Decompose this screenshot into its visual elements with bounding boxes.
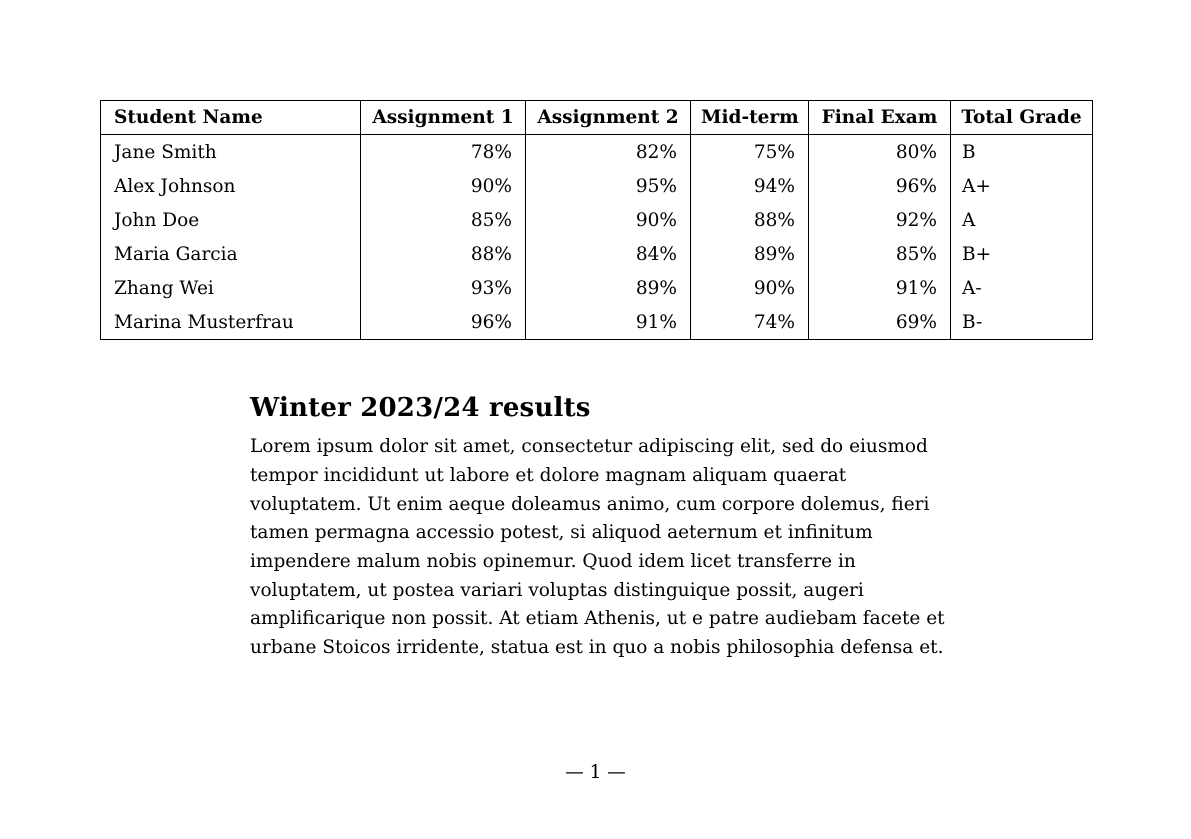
section-heading: Winter 2023/24 results <box>250 393 591 423</box>
cell-final-exam: 91% <box>809 271 951 305</box>
cell-student-name: Jane Smith <box>101 135 361 170</box>
cell-total-grade: A+ <box>951 169 1093 203</box>
cell-assignment-1: 88% <box>361 237 526 271</box>
cell-total-grade: A <box>951 203 1093 237</box>
cell-assignment-2: 95% <box>526 169 691 203</box>
cell-assignment-1: 93% <box>361 271 526 305</box>
table-row <box>101 305 1093 340</box>
cell-final-exam: 96% <box>809 169 951 203</box>
cell-final-exam: 92% <box>809 203 951 237</box>
column-header-student-name: Student Name <box>101 101 361 135</box>
cell-assignment-1: 96% <box>361 305 526 340</box>
cell-mid-term: 88% <box>691 203 809 237</box>
cell-assignment-2: 91% <box>526 305 691 340</box>
table-row <box>101 135 1093 170</box>
table-row <box>101 237 1093 271</box>
cell-final-exam: 80% <box>809 135 951 170</box>
cell-total-grade: B <box>951 135 1093 170</box>
cell-student-name: Alex Johnson <box>101 169 361 203</box>
cell-final-exam: 85% <box>809 237 951 271</box>
table-row <box>101 169 1093 203</box>
column-header-total-grade: Total Grade <box>951 101 1093 135</box>
column-header-assignment-1: Assignment 1 <box>361 101 526 135</box>
cell-total-grade: A- <box>951 271 1093 305</box>
cell-assignment-2: 84% <box>526 237 691 271</box>
cell-mid-term: 74% <box>691 305 809 340</box>
cell-assignment-1: 78% <box>361 135 526 170</box>
column-header-assignment-2: Assignment 2 <box>526 101 691 135</box>
cell-student-name: Zhang Wei <box>101 271 361 305</box>
cell-student-name: Maria Garcia <box>101 237 361 271</box>
grades-table <box>100 100 1093 340</box>
cell-assignment-2: 89% <box>526 271 691 305</box>
cell-student-name: Marina Musterfrau <box>101 305 361 340</box>
cell-mid-term: 89% <box>691 237 809 271</box>
page-number: — 1 — <box>565 762 626 783</box>
cell-assignment-2: 90% <box>526 203 691 237</box>
cell-total-grade: B+ <box>951 237 1093 271</box>
table-row <box>101 271 1093 305</box>
results-section <box>250 393 945 663</box>
cell-assignment-2: 82% <box>526 135 691 170</box>
cell-total-grade: B- <box>951 305 1093 340</box>
cell-assignment-1: 85% <box>361 203 526 237</box>
cell-assignment-1: 90% <box>361 169 526 203</box>
section-body-text: Lorem ipsum dolor sit amet, consectetur adipiscing elit, sed do eiusmod tempor incididunt ut labore et dolore magnam aliquam quaerat voluptatem. Ut enim aeque doleamus animo, cum corpore dolemus, fieri tamen permagna accessio potest, si aliquod aeternum et infinitum impendere malum nobis opinemur. Quod idem licet transferre in voluptatem, ut postea variari voluptas distinguique possit, augeri amplificarique non possit. At etiam Athenis, ut e patre audiebam facete et urbane Stoicos irridente, statua est in quo a nobis philosophia defensa et. <box>250 436 945 659</box>
cell-mid-term: 94% <box>691 169 809 203</box>
column-header-mid-term: Mid-term <box>691 101 809 135</box>
table-header-row <box>101 101 1093 135</box>
table-row <box>101 203 1093 237</box>
column-header-final-exam: Final Exam <box>809 101 951 135</box>
cell-mid-term: 75% <box>691 135 809 170</box>
cell-student-name: John Doe <box>101 203 361 237</box>
cell-mid-term: 90% <box>691 271 809 305</box>
cell-final-exam: 69% <box>809 305 951 340</box>
